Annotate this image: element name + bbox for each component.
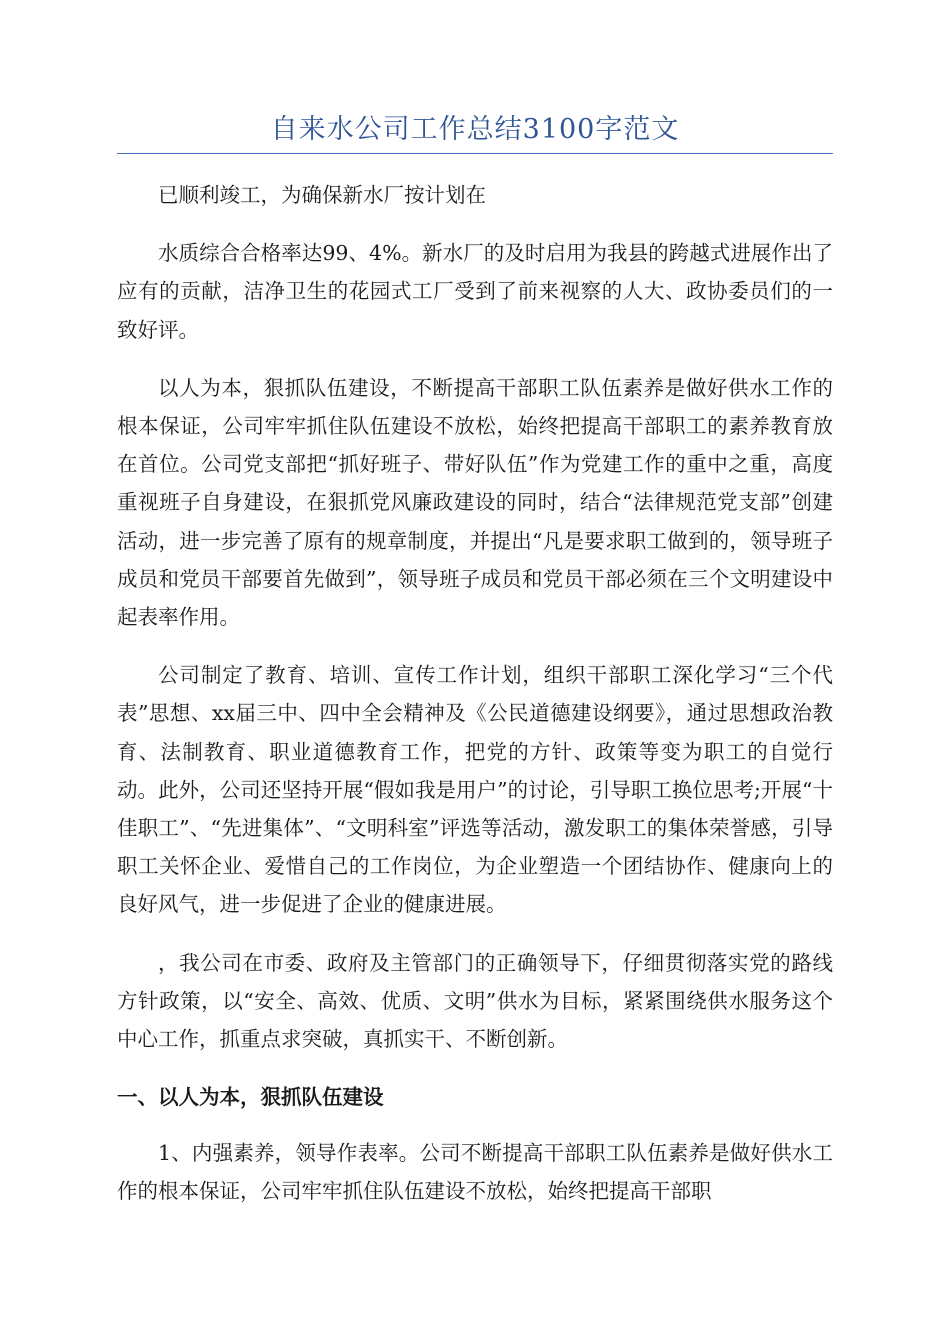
paragraph-4: 公司制定了教育、培训、宣传工作计划，组织干部职工深化学习“三个代表”思想、xx届三中、四中全会精神及《公民道德建设纲要》，通过思想政治教育、法制教育、职业道德教育工作，把党的方针、政策等变为职工的自觉行动。此外，公司还坚持开展“假如我是用户”的讨论，引导职工换位思考;开展“十佳职工”、“先进集体”、“文明科室”评选等活动，激发职工的集体荣誉感，引导职工关怀企业、爱惜自己的工作岗位，为企业塑造一个团结协作、健康向上的良好风气，进一步促进了企业的健康进展。	[117, 663, 833, 917]
paragraph-1: 已顺利竣工，为确保新水厂按计划在	[158, 183, 486, 207]
paragraph-6: 1、内强素养，领导作表率。公司不断提高干部职工队伍素养是做好供水工作的根本保证，公司牢牢抓住队伍建设不放松，始终把提高干部职	[117, 1141, 833, 1204]
section-heading: 一、以人为本，狠抓队伍建设	[117, 1085, 384, 1110]
paragraph-3: 以人为本，狠抓队伍建设，不断提高干部职工队伍素养是做好供水工作的根本保证，公司牢牢抓住队伍建设不放松，始终把提高干部职工的素养教育放在首位。公司党支部把“抓好班子、带好队伍”作为党建工作的重中之重，高度重视班子自身建设，在狠抓党风廉政建设的同时，结合“法律规范党支部”创建活动，进一步完善了原有的规章制度，并提出“凡是要求职工做到的，领导班子成员和党员干部要首先做到”，领导班子成员和党员干部必须在三个文明建设中起表率作用。	[117, 375, 833, 630]
document-body	[117, 176, 833, 1231]
title-underline	[117, 153, 833, 154]
paragraph-5: ，我公司在市委、政府及主管部门的正确领导下，仔细贯彻落实党的路线方针政策，以“安全、高效、优质、文明”供水为目标，紧紧围绕供水服务这个中心工作，抓重点求突破，真抓实干、不断创新。	[117, 950, 833, 1052]
document-title: 自来水公司工作总结3100字范文	[270, 114, 680, 145]
paragraph-2: 水质综合合格率达99、4%。新水厂的及时启用为我县的跨越式进展作出了应有的贡献，洁净卫生的花园式工厂受到了前来视察的人大、政协委员们的一致好评。	[117, 241, 833, 342]
